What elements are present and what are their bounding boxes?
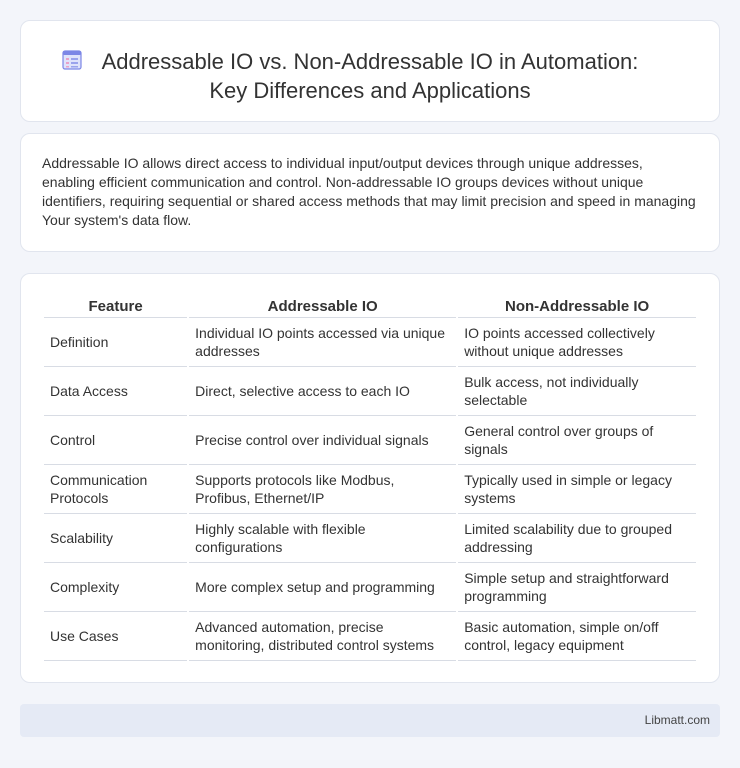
cell-non-addressable: IO points accessed collectively without unique addresses [458, 318, 696, 367]
header-feature: Feature [44, 296, 187, 318]
footer-bar [20, 704, 720, 737]
cell-addressable: Highly scalable with flexible configurations [189, 514, 456, 563]
table-row [44, 612, 696, 661]
title-line-2: Key Differences and Applications [209, 78, 531, 103]
table-row [44, 514, 696, 563]
cell-non-addressable: Bulk access, not individually selectable [458, 367, 696, 416]
cell-feature: Definition [44, 318, 187, 367]
header-addressable: Addressable IO [189, 296, 456, 318]
cell-addressable: Supports protocols like Modbus, Profibus, Ethernet/IP [189, 465, 456, 514]
title-line-1: Addressable IO vs. Non-Addressable IO in Automation: [101, 49, 639, 74]
document-list-icon [61, 49, 83, 71]
comparison-table [42, 296, 698, 661]
table-row [44, 416, 696, 465]
table-header-row [44, 296, 696, 318]
cell-feature: Data Access [44, 367, 187, 416]
footer-brand-link[interactable]: Libmatt.com [644, 713, 710, 727]
comparison-card [20, 273, 720, 683]
intro-card [20, 133, 720, 252]
title-card [20, 20, 720, 122]
cell-non-addressable: General control over groups of signals [458, 416, 696, 465]
cell-non-addressable: Simple setup and straightforward programming [458, 563, 696, 612]
table-row [44, 465, 696, 514]
cell-addressable: Direct, selective access to each IO [189, 367, 456, 416]
cell-addressable: Precise control over individual signals [189, 416, 456, 465]
intro-paragraph: Addressable IO allows direct access to individual input/output devices through unique addresses, enabling efficient communication and control. Non-addressable IO groups devices without unique identifiers, requiring sequential or shared access methods that may limit precision and speed in managing Your system's data flow. [42, 155, 696, 228]
cell-addressable: Advanced automation, precise monitoring, distributed control systems [189, 612, 456, 661]
cell-non-addressable: Limited scalability due to grouped addressing [458, 514, 696, 563]
cell-feature: Complexity [44, 563, 187, 612]
header-non-addressable: Non-Addressable IO [458, 296, 696, 318]
table-row [44, 367, 696, 416]
cell-feature: Control [44, 416, 187, 465]
page-title [21, 47, 719, 105]
cell-addressable: More complex setup and programming [189, 563, 456, 612]
table-row [44, 563, 696, 612]
cell-addressable: Individual IO points accessed via unique addresses [189, 318, 456, 367]
cell-feature: Use Cases [44, 612, 187, 661]
table-row [44, 318, 696, 367]
cell-non-addressable: Basic automation, simple on/off control, legacy equipment [458, 612, 696, 661]
cell-feature: Communication Protocols [44, 465, 187, 514]
cell-non-addressable: Typically used in simple or legacy systems [458, 465, 696, 514]
cell-feature: Scalability [44, 514, 187, 563]
